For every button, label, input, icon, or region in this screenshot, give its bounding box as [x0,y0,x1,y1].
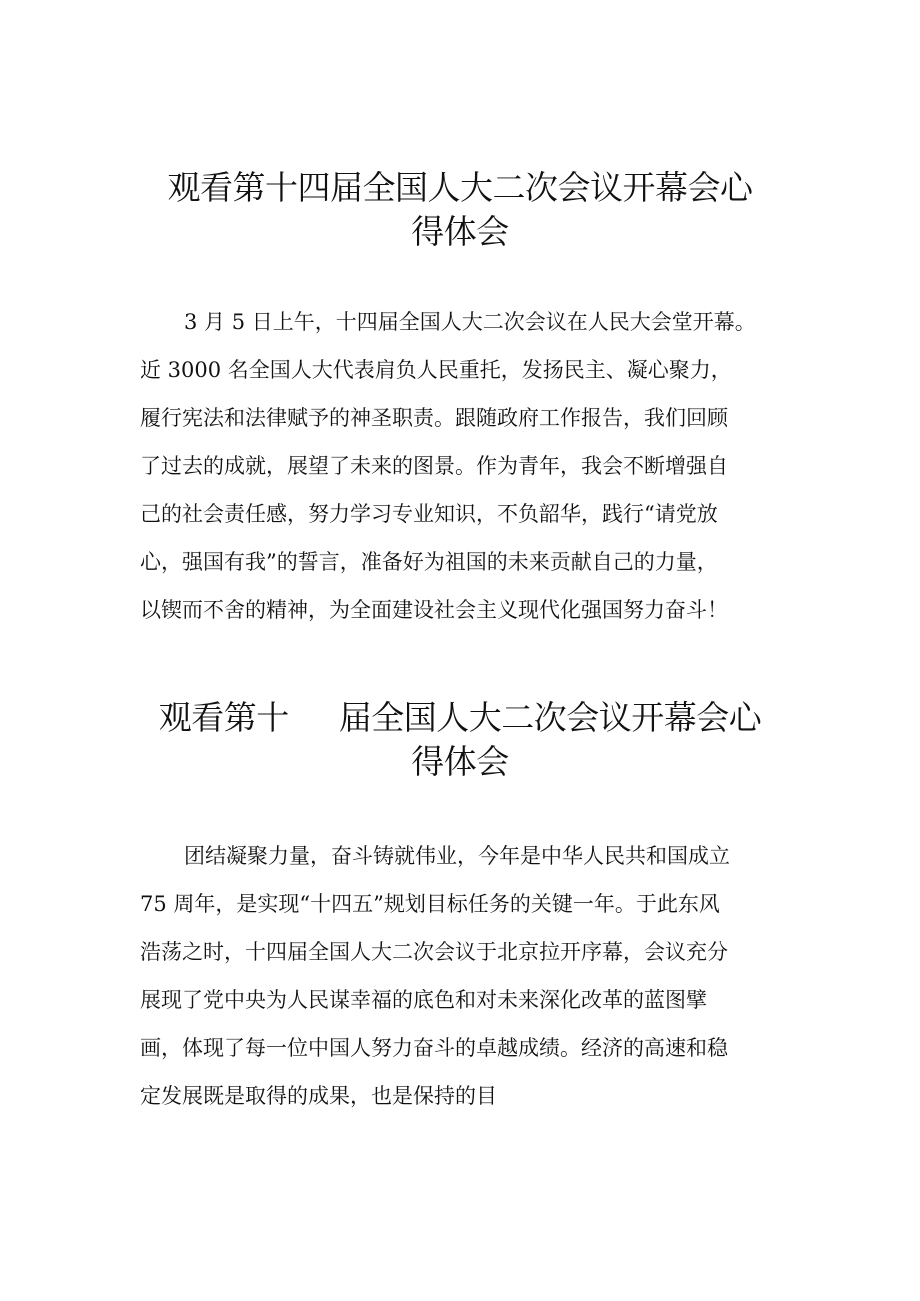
section1-line-1: 3 月 5 日上午，十四届全国人大二次会议在人民大会堂开幕。 [184,310,756,334]
section1-title [0,166,920,254]
section2-line-1: 团结凝聚力量，奋斗铸就伟业，今年是中华人民共和国成立 [184,844,730,868]
section1-line-5: 己的社会责任感，努力学习专业知识，不负韶华，践行“请党放 [140,502,718,526]
section2-line-4: 展现了党中央为人民谋幸福的底色和对未来深化改革的蓝图擘 [140,988,707,1012]
section2-line-2: 75 周年，是实现“十四五”规划目标任务的关键一年。于此东风 [140,892,720,916]
section2-title [0,696,920,784]
section2-title-line1 [0,696,920,740]
section2-line-3: 浩荡之时，十四届全国人大二次会议于北京拉开序幕，会议充分 [140,940,728,964]
section2-title-part1: 观看第十 [158,698,289,737]
section1-line-4: 了过去的成就，展望了未来的图景。作为青年，我会不断增强自 [140,454,728,478]
section2-line-5: 画，体现了每一位中国人努力奋斗的卓越成绩。经济的高速和稳 [140,1036,728,1060]
section1-line-2: 近 3000 名全国人大代表肩负人民重托，发扬民主、凝心聚力， [140,358,732,382]
section1-line-6: 心，强国有我”的誓言，准备好为祖国的未来贡献自己的力量， [140,550,718,574]
section2-title-line2: 得体会 [411,742,509,781]
section2-line-6: 定发展既是取得的成果，也是保持的目 [140,1084,497,1108]
section1-line-7: 以锲而不舍的精神，为全面建设社会主义现代化强国努力奋斗！ [140,598,728,622]
section1-title-line2: 得体会 [411,212,509,251]
section1-line-3: 履行宪法和法律赋予的神圣职责。跟随政府工作报告，我们回顾 [140,406,728,430]
section2-paragraph [140,832,800,1120]
section1-title-line1: 观看第十四届全国人大二次会议开幕会心 [167,168,753,207]
section2-title-part2: 届全国人大二次会议开幕会心 [338,698,762,737]
section1-paragraph [140,298,800,634]
